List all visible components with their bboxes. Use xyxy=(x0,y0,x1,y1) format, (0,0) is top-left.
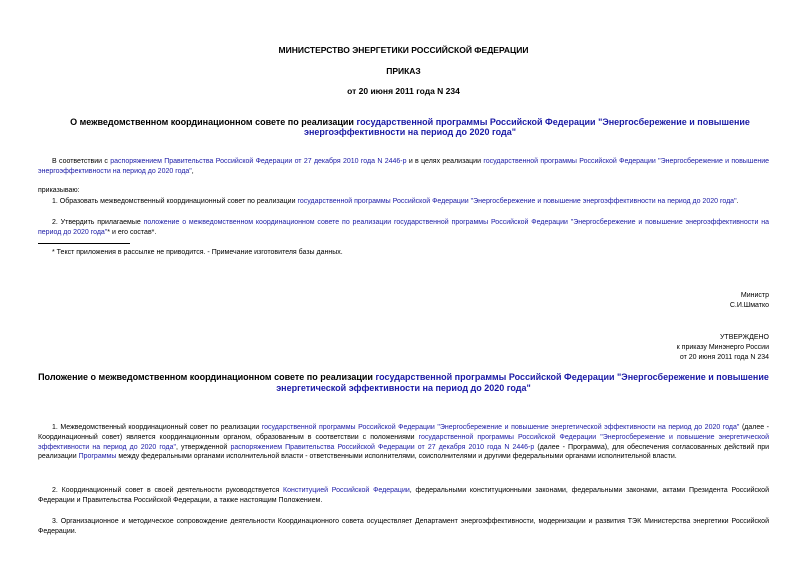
p1-text-3: , утвержденной xyxy=(175,443,231,451)
p1-program-link-1[interactable]: государственной программы Российской Федерации "Энергосбережение и повышение энергетической эффективности на период до 2020 года" xyxy=(261,424,740,431)
item-2-text-1: 2. Утвердить прилагаемые xyxy=(52,219,144,226)
paragraph-2 xyxy=(38,486,769,506)
signature-block xyxy=(600,291,769,311)
item-2-text-2: * и его состав*. xyxy=(107,228,157,236)
item-1-text-2: . xyxy=(736,198,739,205)
p1-text-2: (далее - Координационный совет) является координационным органом, образованным в соответствии с положениями xyxy=(38,424,769,441)
item-2-paragraph xyxy=(38,218,769,238)
signature-title: Министр xyxy=(740,292,769,299)
item-1-text-1: 1. Образовать межведомственный координационный совет по реализации xyxy=(52,198,298,205)
regulation-title xyxy=(38,372,769,393)
p1-text-1: 1. Межведомственный координационный совет по реализации xyxy=(52,424,262,431)
prikazyvayu-text: приказываю: xyxy=(38,187,80,194)
doc-date: от 20 июня 2011 года N 234 xyxy=(347,86,460,96)
p1-program-link-2[interactable]: государственной программы Российской Федерации "Энергосбережение и повышение энергетической эффективности на период до 2020 года" xyxy=(38,433,769,451)
approved-line-1: к приказу Минэнерго России xyxy=(676,344,769,351)
item-1-paragraph xyxy=(38,197,769,207)
paragraph-1 xyxy=(38,423,769,462)
p2-text-2: , федеральными конституционными законами, федеральными законами, актами Президента Российской Федерации и Правительства Российской Федерации, а также настоящим Положением. xyxy=(38,487,769,504)
regulation-link[interactable]: положение о межведомственном координационном совете по реализации государственной программы Российской Федерации "Энергосбережение и повышение энергоэффективности на период до 2020 года" xyxy=(38,219,769,236)
footnote-divider xyxy=(38,243,130,244)
doc-type-heading: ПРИКАЗ xyxy=(386,66,421,76)
ministry-heading: МИНИСТЕРСТВО ЭНЕРГЕТИКИ РОССИЙСКОЙ ФЕДЕРАЦИИ xyxy=(278,45,529,55)
item-1-program-link[interactable]: государственной программы Российской Федерации "Энергосбережение и повышение энергоэффективности на период до 2020 года" xyxy=(297,198,737,205)
preamble-text-2: и в целях реализации xyxy=(406,158,484,165)
title-program-link[interactable]: государственной программы Российской Федерации "Энергосбережение и повышение энергоэффективности на период до 2020 года" xyxy=(304,117,750,137)
preamble-text-3: , xyxy=(191,167,194,175)
program-link[interactable]: государственной программы Российской Федерации "Энергосбережение и повышение энергоэффективности на период до 2020 года" xyxy=(38,158,770,175)
approved-line-2: от 20 июня 2011 года N 234 xyxy=(679,354,769,361)
constitution-link[interactable]: Конституцией Российской Федерации xyxy=(283,487,410,494)
signature-name: С.И.Шматко xyxy=(729,302,769,309)
p3-text: 3. Организационное и методическое сопровождение деятельности Координационного совета осуществляет Департамент энергоэффективности, модернизации и развития ТЭК Министерства энергетики Российской Федерации. xyxy=(38,518,769,535)
p1-text-5: между федеральными органами исполнительной власти - ответственными исполнителями, соисполнителями и другими федеральными органами исполнительной власти. xyxy=(116,453,677,461)
decree-link[interactable]: распоряжением Правительства Российской Федерации от 27 декабря 2010 года N 2446-р xyxy=(110,158,407,165)
regulation-title-text: Положение о межведомственном координационном совете по реализации xyxy=(38,372,376,382)
title-text: О межведомственном координационном совете по реализации xyxy=(70,117,357,127)
p2-text-1: 2. Координационный совет в своей деятельности руководствуется xyxy=(52,487,284,494)
preamble-paragraph xyxy=(38,157,769,177)
regulation-title-link[interactable]: государственной программы Российской Федерации "Энергосбережение и повышение энергетической эффективности на период до 2020 года" xyxy=(276,372,769,393)
preamble-text-1: В соответствии с xyxy=(52,158,111,165)
paragraph-3 xyxy=(38,517,769,537)
document-title xyxy=(60,117,760,137)
p1-program-short-link[interactable]: Программы xyxy=(78,453,117,461)
footnote-text: * Текст приложения в рассылке не приводится. - Примечание изготовителя базы данных. xyxy=(52,249,343,256)
p1-text-4: (далее - Программа), для обеспечения согласованных действий при реализации xyxy=(38,443,769,461)
p1-decree-link[interactable]: распоряжением Правительства Российской Федерации от 27 декабря 2010 года N 2446-р xyxy=(230,443,535,451)
approval-block xyxy=(560,333,769,363)
approved-label: УТВЕРЖДЕНО xyxy=(719,334,769,341)
